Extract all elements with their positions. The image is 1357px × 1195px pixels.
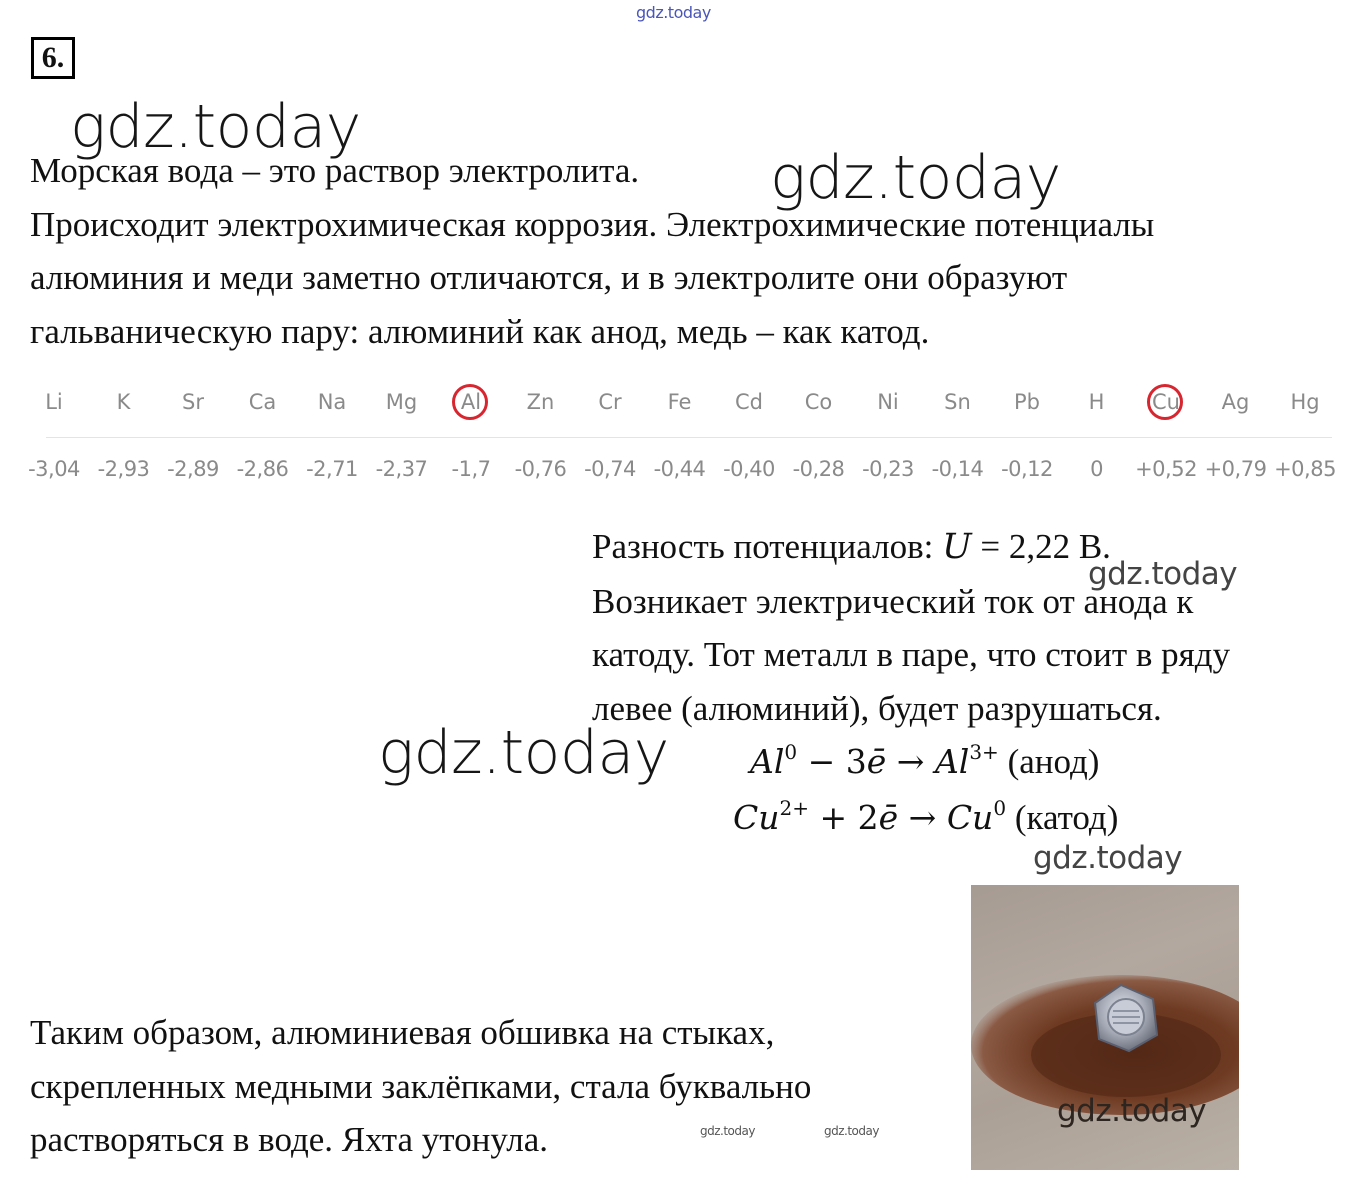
anode-equation bbox=[750, 740, 1099, 782]
paragraph-intro bbox=[30, 144, 1340, 358]
series-element-symbol: Hg bbox=[1290, 390, 1320, 414]
series-element-symbol: Cd bbox=[735, 390, 763, 414]
corroded-rivet-photo bbox=[971, 885, 1239, 1170]
eq-term: Cu bbox=[946, 798, 994, 837]
task-number: 6. bbox=[31, 37, 75, 79]
series-element-symbol: H bbox=[1088, 390, 1105, 414]
series-element-symbol: Pb bbox=[1014, 390, 1040, 414]
eq-note: (анод) bbox=[998, 742, 1100, 781]
potential-difference-label: Разность потенциалов: bbox=[592, 527, 943, 566]
series-element-symbol: Zn bbox=[526, 390, 555, 414]
series-element-potential: -0,12 bbox=[1001, 457, 1053, 481]
series-divider bbox=[46, 437, 1332, 438]
watermark-medium-2: gdz.today bbox=[1033, 840, 1183, 876]
series-element-potential: -0,14 bbox=[931, 457, 984, 481]
series-element-potential: -0,23 bbox=[862, 457, 914, 481]
potential-difference-variable: U bbox=[942, 527, 972, 567]
series-element-symbol: Sr bbox=[182, 390, 204, 414]
text-line: гальваническую пару: алюминий как анод, медь – как катод. bbox=[30, 311, 930, 351]
series-element-symbol: Cr bbox=[598, 390, 622, 414]
watermark-small-2: gdz.today bbox=[824, 1124, 879, 1138]
series-element-potential: +0,52 bbox=[1135, 457, 1197, 481]
watermark-medium-1: gdz.today bbox=[1088, 556, 1238, 592]
series-element-symbol: Na bbox=[317, 390, 347, 414]
text-line: левее (алюминий), будет разрушаться. bbox=[592, 688, 1162, 728]
series-element-potential: -3,04 bbox=[28, 457, 80, 481]
series-element-symbol: Al bbox=[460, 390, 482, 414]
eq-arrow: → bbox=[886, 742, 935, 781]
eq-electron: ē bbox=[878, 798, 899, 837]
series-element-potential: -0,40 bbox=[723, 457, 775, 481]
eq-arrow: → bbox=[898, 798, 947, 837]
text-line: Происходит электрохимическая коррозия. Электрохимические потенциалы bbox=[30, 204, 1155, 244]
eq-charge: 0 bbox=[993, 796, 1007, 820]
electrochemical-series bbox=[30, 382, 1340, 492]
text-line: Возникает электрический ток от анода к bbox=[592, 581, 1194, 621]
eq-term: Al bbox=[750, 742, 785, 781]
series-element-symbol: Ag bbox=[1221, 390, 1250, 414]
text-line: скрепленных медными заклёпками, стала буквально bbox=[30, 1066, 812, 1106]
watermark-photo: gdz.today bbox=[1057, 1093, 1207, 1129]
text-line: Морская вода – это раствор электролита. bbox=[30, 151, 640, 190]
series-element-potential: +0,79 bbox=[1204, 457, 1267, 481]
series-element-potential: -0,76 bbox=[514, 457, 567, 481]
cathode-equation bbox=[733, 796, 1118, 838]
paragraph-conclusion bbox=[30, 1006, 930, 1167]
eq-term: Cu bbox=[733, 798, 780, 837]
series-element-symbol: Co bbox=[804, 390, 833, 414]
text-line: алюминия и меди заметно отличаются, и в электролите они образуют bbox=[30, 258, 1068, 297]
series-element-potential: +0,85 bbox=[1274, 457, 1336, 481]
watermark-large-1: gdz.today bbox=[70, 92, 361, 162]
potential-difference-value: = 2,22 В. bbox=[971, 527, 1111, 566]
series-element-potential: 0 bbox=[1090, 457, 1103, 481]
series-element-symbol: Cu bbox=[1152, 390, 1180, 414]
eq-charge: 3+ bbox=[969, 740, 999, 764]
series-element-potential: -1,7 bbox=[451, 457, 491, 481]
eq-charge: 0 bbox=[784, 740, 798, 764]
potential-difference-line bbox=[592, 520, 1332, 575]
series-element-potential: -2,86 bbox=[236, 457, 289, 481]
watermark-large-3: gdz.today bbox=[378, 718, 669, 788]
series-element-symbol: Ca bbox=[248, 390, 277, 414]
text-line: Таким образом, алюминиевая обшивка на стыках, bbox=[30, 1013, 775, 1052]
eq-charge: 2+ bbox=[779, 796, 809, 820]
eq-term: − 3 bbox=[797, 742, 867, 781]
series-element-symbol: Sn bbox=[944, 390, 971, 414]
series-element-potential: -2,89 bbox=[167, 457, 219, 481]
series-element-symbol: Mg bbox=[385, 390, 418, 414]
series-element-symbol: K bbox=[116, 390, 131, 414]
eq-term: Al bbox=[934, 742, 970, 781]
series-element-symbol: Fe bbox=[667, 390, 692, 414]
watermark-small-1: gdz.today bbox=[700, 1124, 755, 1138]
eq-note: (катод) bbox=[1006, 798, 1119, 837]
series-element-symbol: Ni bbox=[877, 390, 899, 414]
highlight-circle bbox=[1147, 384, 1183, 420]
text-line: растворяться в воде. Яхта утонула. bbox=[30, 1120, 549, 1159]
series-element-potential: -0,74 bbox=[584, 457, 636, 481]
watermark-large-2: gdz.today bbox=[770, 143, 1061, 213]
series-element-potential: -0,44 bbox=[653, 457, 706, 481]
paragraph-explanation bbox=[592, 520, 1332, 735]
series-element-potential: -2,37 bbox=[375, 457, 428, 481]
series-element-potential: -0,28 bbox=[792, 457, 845, 481]
eq-electron: ē bbox=[866, 742, 887, 781]
watermark-top: gdz.today bbox=[636, 3, 711, 22]
text-line: катоду. Тот металл в паре, что стоит в ряду bbox=[592, 635, 1231, 674]
series-element-symbol: Li bbox=[45, 390, 63, 414]
highlight-circle bbox=[452, 384, 488, 420]
series-element-potential: -2,71 bbox=[306, 457, 358, 481]
series-element-potential: -2,93 bbox=[97, 457, 150, 481]
eq-term: + 2 bbox=[809, 798, 879, 837]
